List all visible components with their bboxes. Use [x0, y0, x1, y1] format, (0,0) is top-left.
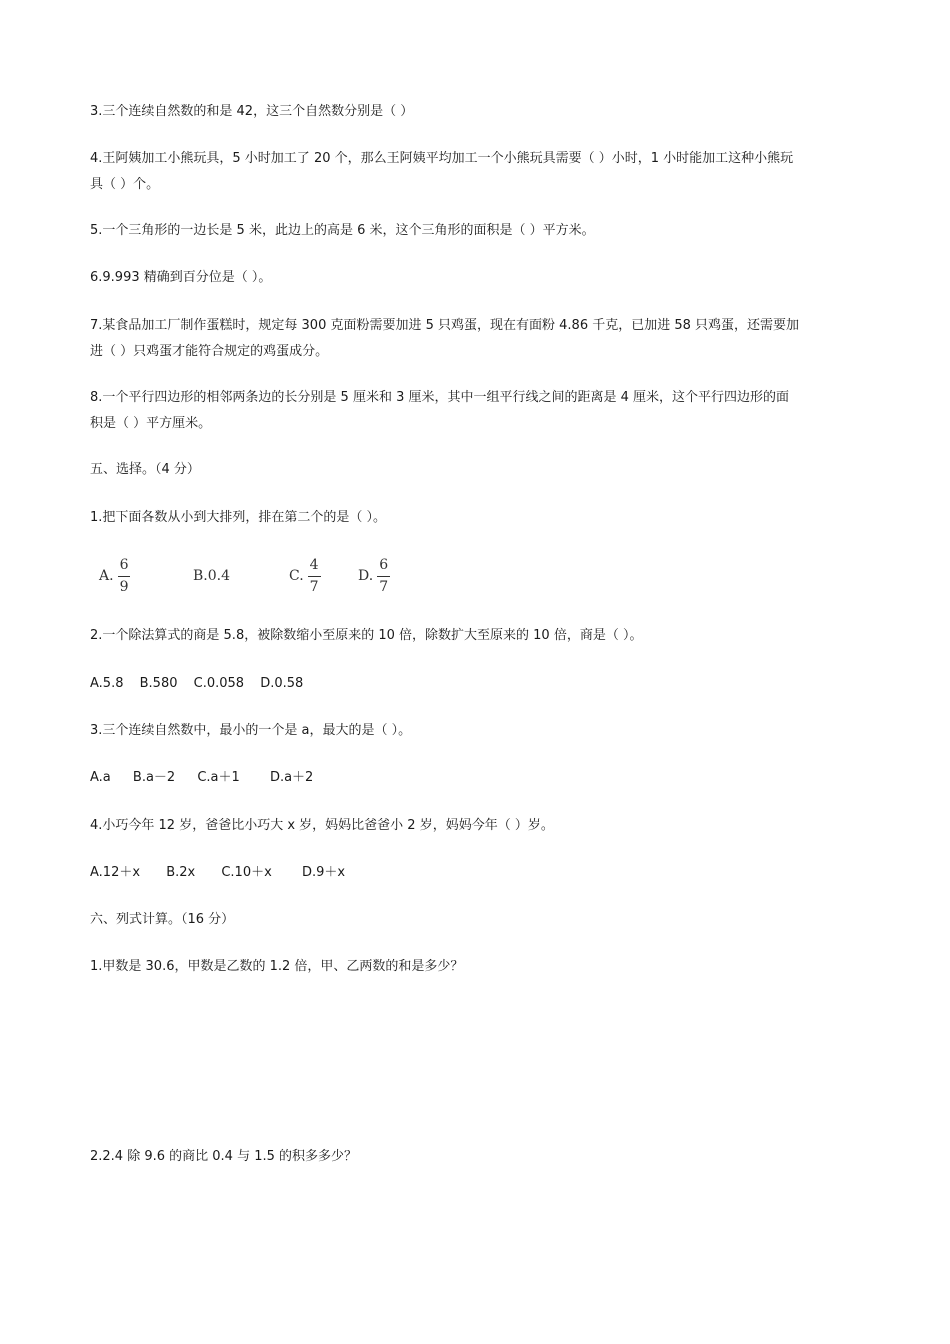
- option-b: B.2x: [166, 865, 196, 880]
- section-6-heading: 六、列式计算。（16 分）: [90, 912, 235, 927]
- fill-item-5: 5.一个三角形的一边长是 5 米，此边上的高是 6 米，这个三角形的面积是（ ）平方米。: [90, 223, 595, 238]
- fraction-bar: [377, 576, 390, 577]
- option-a: [99, 553, 130, 599]
- fill-item-8-line2: 积是（ ）平方厘米。: [90, 416, 212, 431]
- fill-item-7-line1: 7.某食品加工厂制作蛋糕时，规定每 300 克面粉需要加进 5 只鸡蛋，现在有面粉 4.86 千克，已加进 58 只鸡蛋，还需要加: [90, 318, 800, 333]
- fraction-c-numerator: 4: [309, 556, 319, 573]
- option-d-label: D.: [358, 568, 374, 584]
- fill-item-6: 6.9.993 精确到百分位是（ ）。: [90, 270, 272, 285]
- fraction-d: [377, 557, 390, 596]
- fraction-a-numerator: 6: [119, 556, 129, 573]
- option-b: B.a－2: [132, 770, 176, 785]
- option-c: C.10＋x: [221, 865, 272, 880]
- option-a: A.5.8: [90, 676, 124, 691]
- calc-q1-text: 1.甲数是 30.6，甲数是乙数的 1.2 倍，甲、乙两数的和是多少？: [90, 959, 464, 974]
- fill-item-4-line2: 具（ ）个。: [90, 177, 160, 192]
- choice-q3-options: [90, 769, 313, 787]
- option-d: [358, 553, 390, 599]
- option-c: [289, 553, 321, 599]
- choice-q4-options: [90, 864, 345, 882]
- option-b-label: B.0.4: [193, 568, 231, 584]
- fraction-d-numerator: 6: [379, 556, 389, 573]
- option-c: C.0.058: [193, 676, 245, 691]
- option-d: D.a＋2: [269, 770, 314, 785]
- option-d: D.9＋x: [301, 865, 346, 880]
- fraction-a-denominator: 9: [119, 578, 129, 595]
- section-5-heading: 五、选择。（4 分）: [90, 462, 200, 477]
- choice-q2-options: [90, 675, 303, 693]
- choice-q3-text: 3.三个连续自然数中，最小的一个是 a，最大的是（ ）。: [90, 723, 412, 738]
- choice-q2-text: 2.一个除法算式的商是 5.8，被除数缩小至原来的 10 倍，除数扩大至原来的 10 倍，商是（ ）。: [90, 628, 643, 643]
- option-a: A.12＋x: [90, 865, 141, 880]
- fill-item-4-line1: 4.王阿姨加工小熊玩具，5 小时加工了 20 个，那么王阿姨平均加工一个小熊玩具需要（ ）小时，1 小时能加工这种小熊玩: [90, 151, 794, 166]
- choice-q1-text: 1.把下面各数从小到大排列，排在第二个的是（ ）。: [90, 510, 387, 525]
- option-b: B.580: [139, 676, 178, 691]
- fill-item-8-line1: 8.一个平行四边形的相邻两条边的长分别是 5 厘米和 3 厘米，其中一组平行线之间的距离是 4 厘米，这个平行四边形的面: [90, 390, 790, 405]
- fraction-bar: [308, 576, 321, 577]
- calc-q2-text: 2.2.4 除 9.6 的商比 0.4 与 1.5 的积多多少？: [90, 1149, 358, 1164]
- fill-item-3: 3.三个连续自然数的和是 42，这三个自然数分别是（ ）: [90, 104, 414, 119]
- option-b: [193, 553, 230, 599]
- option-a-label: A.: [99, 568, 114, 584]
- fraction-bar: [118, 576, 131, 577]
- option-c-label: C.: [289, 568, 304, 584]
- fraction-c: [308, 557, 321, 596]
- option-d: D.0.58: [260, 676, 304, 691]
- fill-item-7-line2: 进（ ）只鸡蛋才能符合规定的鸡蛋成分。: [90, 344, 329, 359]
- option-c: C.a＋1: [197, 770, 240, 785]
- fraction-c-denominator: 7: [309, 578, 319, 595]
- option-a: A.a: [90, 770, 111, 785]
- fraction-d-denominator: 7: [379, 578, 389, 595]
- choice-q4-text: 4.小巧今年 12 岁，爸爸比小巧大 x 岁，妈妈比爸爸小 2 岁，妈妈今年（ ）岁。: [90, 818, 554, 833]
- fraction-a: [118, 557, 131, 596]
